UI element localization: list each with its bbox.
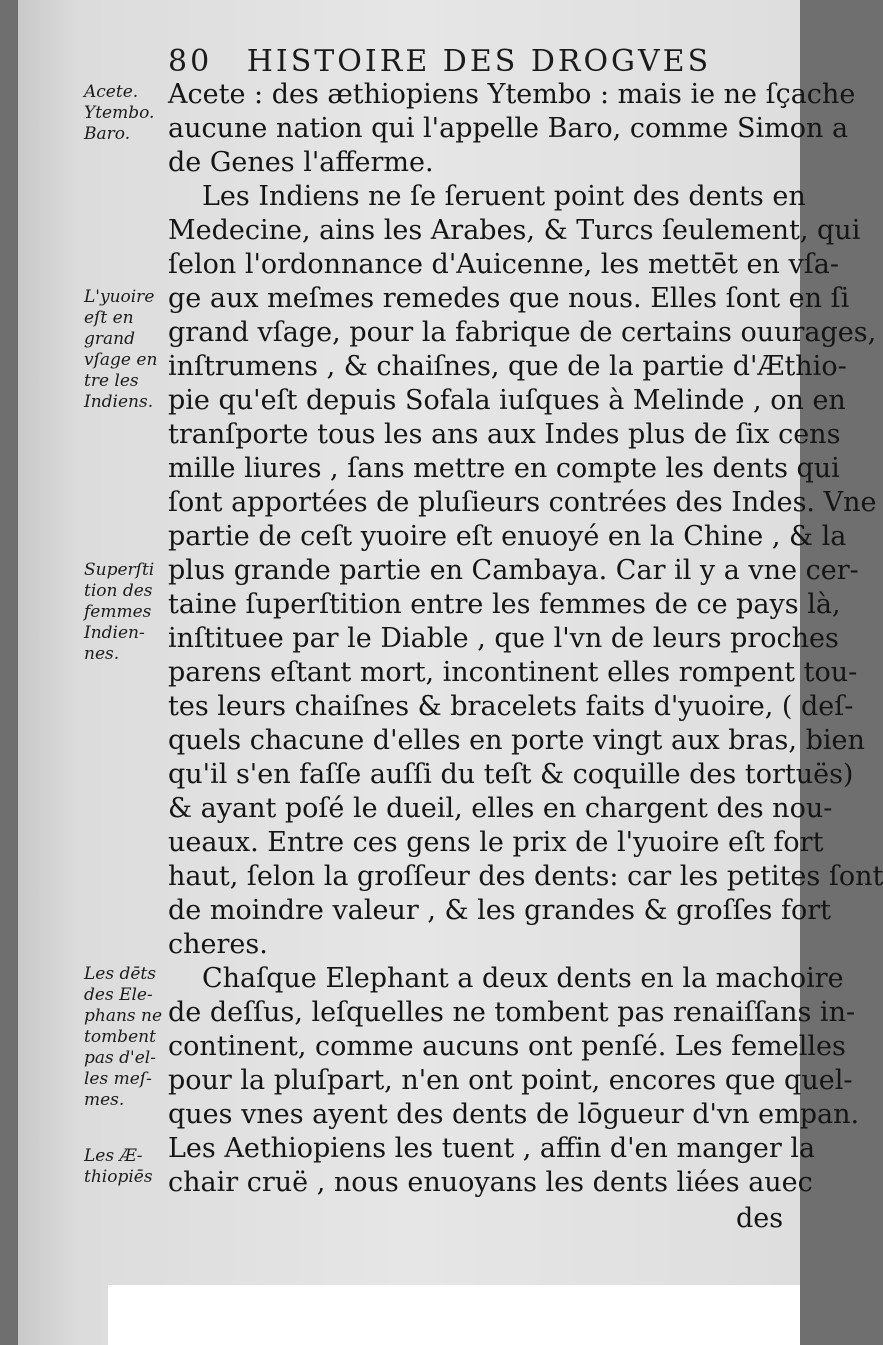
margin-note-line: des Ele- — [84, 985, 153, 1005]
text-line: inſtituee par le Diable , que l'vn de leurs proches — [168, 623, 839, 654]
margin-note-line: eſt en — [84, 308, 134, 328]
margin-note-line: pas d'el- — [84, 1048, 156, 1068]
running-header — [168, 44, 788, 79]
text-line: ſelon l'ordonnance d'Auicenne, les mettēt en vſa- — [168, 249, 839, 280]
book-page — [18, 0, 883, 1345]
margin-note-line: vſage en — [84, 350, 158, 370]
text-line: ueaux. Entre ces gens le prix de l'yuoire eſt fort — [168, 827, 824, 858]
text-line: ge aux meſmes remedes que nous. Elles ſont en ſi — [168, 283, 850, 314]
text-line: Les Indiens ne ſe ſeruent point des dents en — [202, 181, 806, 212]
catchword: des — [736, 1203, 784, 1234]
margin-note-line: grand — [84, 329, 135, 349]
text-line: Chaſque Elephant a deux dents en la machoire — [202, 963, 844, 994]
running-title: HISTOIRE DES DROGVES — [246, 44, 712, 79]
text-line: aucune nation qui l'appelle Baro, comme Simon a — [168, 113, 849, 144]
margin-note-ethiopians — [84, 1146, 174, 1188]
text-line: pie qu'eſt depuis Sofala iuſques à Melinde , on en — [168, 385, 846, 416]
margin-note-line: tre les — [84, 371, 139, 391]
margin-note-line: tion des — [84, 581, 153, 601]
text-line: partie de ceſt yuoire eſt enuoyé en la Chine , & la — [168, 521, 847, 552]
text-line: pour la pluſpart, n'en ont point, encores que quel- — [168, 1065, 853, 1096]
text-line: de deſſus, leſquelles ne tombent pas renaiſſans in- — [168, 997, 856, 1028]
text-line: chair cruë , nous enuoyans les dents liées auec — [168, 1167, 813, 1198]
margin-note-line: Baro. — [84, 124, 131, 144]
text-line: quels chacune d'elles en porte vingt aux bras, bien — [168, 725, 865, 756]
text-line: grand vſage, pour la fabrique de certains ouurages, — [168, 317, 877, 348]
margin-note-elephant-teeth — [84, 964, 174, 1111]
margin-note-ivory-use — [84, 287, 174, 413]
text-line: inſtrumens , & chaiſnes, que de la partie d'Æthio- — [168, 351, 847, 382]
text-line: parens eſtant mort, incontinent elles rompent tou- — [168, 657, 858, 688]
text-line: Les Aethiopiens les tuent , affin d'en manger la — [168, 1133, 816, 1164]
text-line: de Genes l'afferme. — [168, 147, 434, 178]
text-line: & ayant poſé le dueil, elles en chargent des nou- — [168, 793, 833, 824]
margin-note-line: mes. — [84, 1090, 125, 1110]
margin-note-line: Superſti — [84, 560, 155, 580]
margin-note-line: tombent — [84, 1027, 156, 1047]
text-line: haut, ſelon la groſſeur des dents: car les petites ſont — [168, 861, 883, 892]
margin-note-line: femmes — [84, 602, 152, 622]
margin-note-line: L'yuoire — [84, 287, 155, 307]
margin-note-line: Les dēts — [84, 964, 156, 984]
margin-note-superstition — [84, 560, 174, 665]
margin-note-line: les meſ- — [84, 1069, 152, 1089]
margin-note-line: Les Æ- — [84, 1146, 143, 1166]
text-line: taine ſuperſtition entre les femmes de ce pays là, — [168, 589, 841, 620]
page-number: 80 — [168, 44, 213, 79]
margin-note-line: Indiens. — [84, 392, 154, 412]
margin-note-line: Indien- — [84, 623, 145, 643]
text-line: Medecine, ains les Arabes, & Turcs ſeulement, qui — [168, 215, 861, 246]
text-line: plus grande partie en Cambaya. Car il y a vne cer- — [168, 555, 859, 586]
text-line: mille liures , ſans mettre en compte les dents qui — [168, 453, 840, 484]
text-line: cheres. — [168, 929, 268, 960]
text-line: de moindre valeur , & les grandes & groſſes fort — [168, 895, 832, 926]
margin-note-line: nes. — [84, 644, 120, 664]
margin-note-line: phans ne — [84, 1006, 163, 1026]
text-line: tranſporte tous les ans aux Indes plus de ſix cens — [168, 419, 841, 450]
margin-note-acete — [84, 82, 174, 145]
text-line: ſont apportées de pluſieurs contrées des Indes. Vne — [168, 487, 877, 518]
page-bottom-margin — [108, 1285, 800, 1345]
text-line: continent, comme aucuns ont penſé. Les femelles — [168, 1031, 846, 1062]
margin-note-line: Acete. — [84, 82, 139, 102]
text-line: Acete : des æthiopiens Ytembo : mais ie ne ſçache — [168, 79, 856, 110]
text-line: qu'il s'en faſſe auſſi du teſt & coquille des tortuës) — [168, 759, 854, 790]
margin-note-line: thiopiēs — [84, 1167, 153, 1187]
margin-note-line: Ytembo. — [84, 103, 155, 123]
text-line: tes leurs chaiſnes & bracelets faits d'yuoire, ( deſ- — [168, 691, 854, 722]
text-line: ques vnes ayent des dents de lōgueur d'vn empan. — [168, 1099, 860, 1130]
